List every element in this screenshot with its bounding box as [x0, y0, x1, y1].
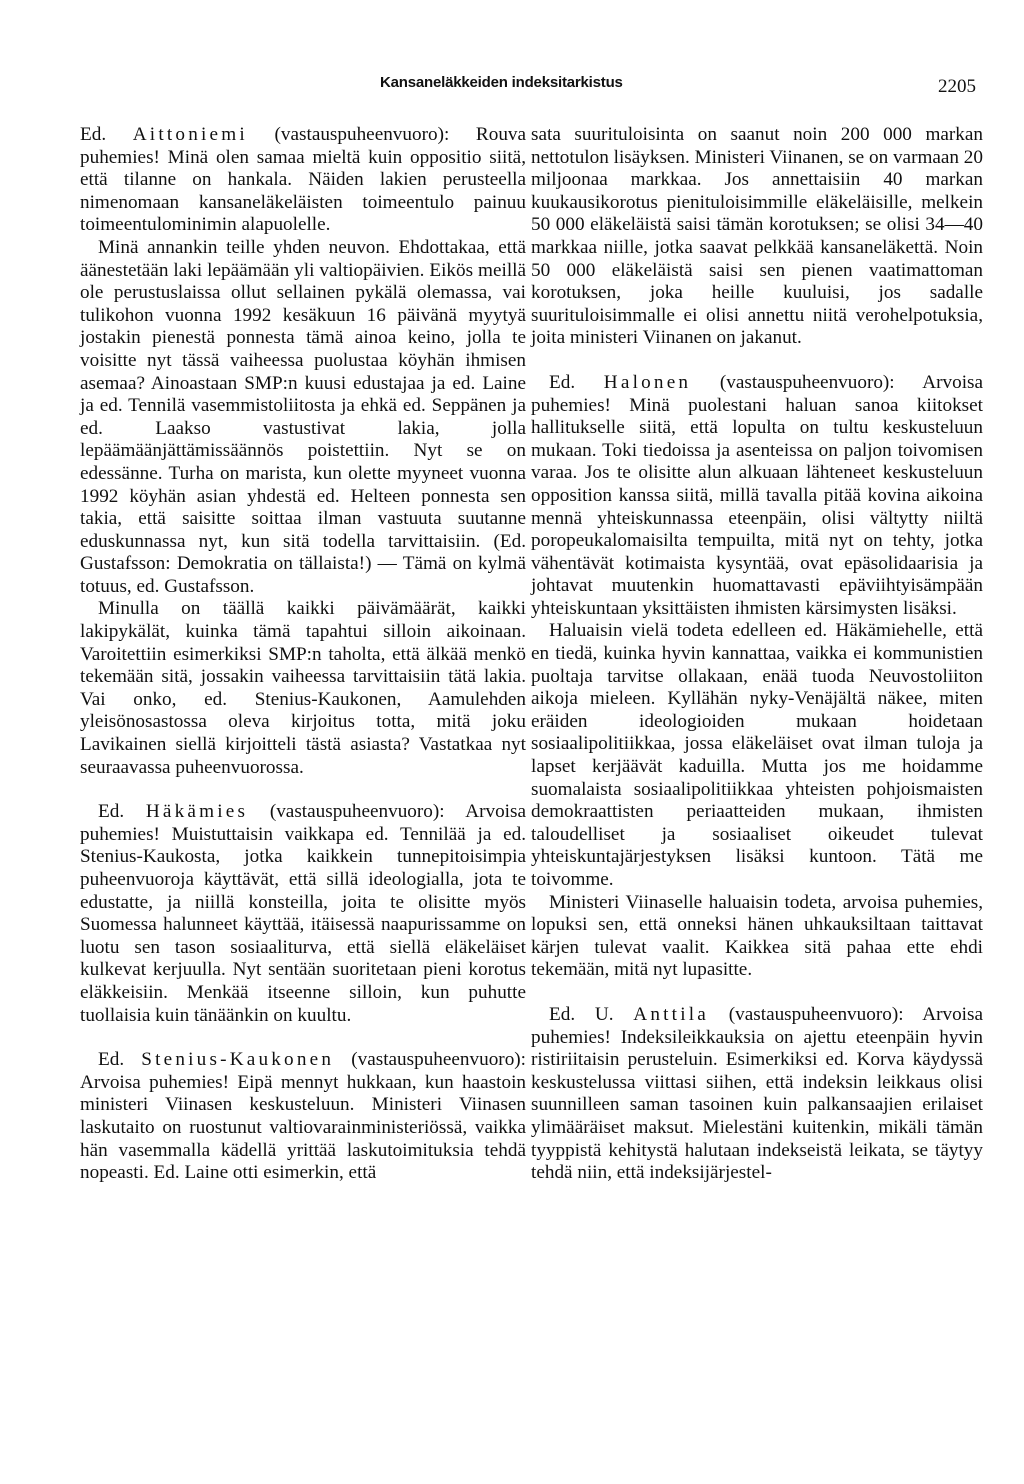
speech-anttila	[531, 1004, 983, 1185]
left-column	[80, 124, 526, 1185]
speech-aittoniemi	[80, 124, 526, 237]
speaker-role: (vastauspuheenvuoro):	[274, 124, 450, 145]
speaker-name: Anttila	[633, 1003, 709, 1025]
speech-text: Arvoisa puhemies! Indeksileikkauksia on ajettu eteenpäin hyvin ristiriitaisin perusteluin. Esimerkiksi ed. Korva käydyssä keskustelussa viittasi siihen, että indeksin leikkaus olisi suunnilleen saman tasoinen kuin palkansaajien erilaiset ylimääräiset maksut. Mielestäni kuitenkin, mikäli tämän tyyppistä kehitystä halutaan indekseistä leikata, se täytyy tehdä niin, että indeksijärjestel-	[531, 1003, 983, 1184]
speech-text: Arvoisa puhemies! Eipä mennyt hukkaan, kun haastoin ministeri Viinasen keskusteluun. Ministeri Viinasen laskutaito on ruostunut valtiovarainministeriössä, vaikka hän vasemmalla kädellä yrittää laskutoimituksia tehdä nopeasti. Ed. Laine otti esimerkin, että	[80, 1071, 526, 1184]
paragraph: Haluaisin vielä todeta edelleen ed. Häkämiehelle, että en tiedä, kuinka hyvin kannattaa, vaikka ei kommunistien puoltaja tarvitse ollakaan, enää tuoda Neuvostoliiton aikoja mieleen. Kyllähän nyky-Venäjältä näkee, miten eräiden ideologioiden mukaan hoidetaan sosiaalipolitiikkaa, jossa eläkeläiset ovat ilman tuloja ja lapset kerjäävät kaduilla. Mutta jos me hoidamme suomalaista sosiaalipolitiikkaa yhteisten pohjoismaisten demokraattisten periaatteiden mukaan, ihmisten taloudelliset ja sosiaaliset oikeudet tulevat yhteiskuntajärjestyksen lisäksi kuntoon. Tätä me toivomme.	[531, 620, 983, 890]
speaker-name: Häkämies	[145, 801, 249, 823]
speaker-prefix: Ed.	[549, 371, 576, 393]
paragraph: Minä annankin teille yhden neuvon. Ehdottakaa, että äänestetään laki lepäämään yli valtiopäivien. Eikös meillä ole perustuslaissa ollut sellainen pykälä olemassa, vai tulikohon vuonna 1992 kesäkuun 16 päivänä myytyä jostakin pienestä ponnesta tämä ainoa keino, jolla te voisitte nyt tässä vaiheessa puolustaa köyhän ihmisen asemaa? Ainoastaan SMP:n kuusi edustajaa ja ed. Laine ja ed. Tennilä vasemmistoliitosta ja ehkä ed. Seppänen ja ed. Laakso vastustivat lakia, jolla lepäämäänjättämissäännös poistettiin. Nyt se on edessänne. Turha on marista, kun olette myyneet vuonna 1992 köyhän asian yhdestä ed. Helteen ponnesta sen takia, että saisitte soittaa ilman vastuuta suutanne eduskunnassa nyt, kun sitä todella tarvittaisiin. (Ed. Gustafsson: Demokratia on tällaista!) — Tämä on kylmä totuus, ed. Gustafsson.	[80, 236, 526, 597]
speaker-role: (vastauspuheenvuoro):	[269, 801, 445, 823]
speech-text: Rouva puhemies! Minä olen samaa mieltä kuin oppositio siitä, että tilanne on hankala. Näiden lakien perusteella nimenomaan kansaneläkeläisten toimeentulo painuu toimeentulominimin alapuolelle.	[80, 124, 527, 236]
speech-stenius-kaukonen	[80, 1049, 526, 1185]
speech-text: Arvoisa puhemies! Muistuttaisin vaikkapa ed. Tennilää ja ed. Stenius-Kaukosta, jotka kaikkein tunnepitoisimpia puheenvuoroja käyttävät, että sillä ideologialla, jota te edustatte, ja niillä konsteilla, joita te olisitte myös Suomessa halunneet käyttää, itäisessä naapurissamme on luotu sen tason sosiaaliturva, että siellä eläkeläiset kulkevat kerjuulla. Nyt sentään suoritetaan pieni korotus eläkkeisiin. Menkää itseenne silloin, kun puhutte tuollaisia kuin tänäänkin on kuultu.	[80, 801, 526, 1026]
paragraph: Ministeri Viinaselle haluaisin todeta, arvoisa puhemies, lopuksi sen, että onneksi hänen uhkauksiltaan taittavat kärjen tulevat vaalit. Kaikkea sitä pahaa ette ehdi tekemään, mitä nyt lupasitte.	[531, 891, 983, 981]
running-head: Kansaneläkkeiden indeksitarkistus	[380, 74, 623, 91]
speaker-role: (vastauspuheenvuoro):	[351, 1049, 527, 1071]
speaker-role: (vastauspuheenvuoro):	[719, 371, 895, 393]
paragraph: Minulla on täällä kaikki päivämäärät, kaikki lakipykälät, kuinka tämä tapahtui silloin aikoinaan. Varoitettiin esimerkiksi SMP:n taholta, että älkää menkö tekemään sitä, jossakin vaiheessa tarvittaisiin tätä lakia. Vai onko, ed. Stenius-Kaukonen, Aamulehden yleisönosastossa oleva kirjoitus totta, mitä joku Lavikainen siellä kirjoitteli tästä asiasta? Vastatkaa nyt seuraavassa puheenvuorossa.	[80, 598, 526, 778]
speaker-prefix: Ed.	[80, 124, 107, 145]
speaker-name: Aittoniemi	[132, 124, 248, 145]
speaker-prefix: Ed. U.	[549, 1003, 614, 1025]
speaker-name: Stenius-Kaukonen	[141, 1049, 335, 1071]
speaker-prefix: Ed.	[98, 801, 125, 823]
speech-halonen	[531, 372, 983, 621]
page-number: 2205	[938, 76, 976, 97]
speech-text: Arvoisa puhemies! Minä puolestani haluan sanoa kiitokset hallitukselle siitä, että lopulta on tultu keskusteluun mukaan. Toki tiedoissa ja asenteissa on paljon toivomisen varaa. Jos te olisitte alun alkuaan lähteneet keskusteluun opposition kanssa siitä, millä tavalla pitää kovina aikoina mennä yhteiskunnassa eteenpäin, olisi vältytty niiltä poropeukalomaisilta tempuilta, mitä nyt on tehty, jotka vähentävät kotimaista kysyntää, ovat epäsolidaarisia ja johtavat muutenkin huomattavasti epäviihtyisämpään yhteiskuntaan yksittäisten ihmisten kärsimysten lisäksi.	[531, 371, 984, 619]
speech-hakamies	[80, 801, 526, 1027]
speaker-name: Halonen	[603, 371, 692, 393]
speaker-role: (vastauspuheenvuoro):	[728, 1003, 904, 1025]
paragraph-continued: sata suurituloisinta on saanut noin 200 000 markan nettotulon lisäyksen. Ministeri Viinanen, se on varmaan 20 miljoonaa markkaa. Jos annettaisiin 40 markan kuukausikorotus pienituloisimmille eläkeläisille, melkein 50 000 eläkeläistä saisi tämän korotuksen; se olisi 34—40 markkaa niille, jotka saavat pelkkää kansaneläkettä. Noin 50 000 eläkeläistä saisi sen pienen vaatimattoman korotuksen, joka heille kuuluisi, jos sadalle suurituloisimmalle ei olisi annettu niitä verohelpotuksia, joita ministeri Viinanen on jakanut.	[531, 124, 983, 349]
speaker-prefix: Ed.	[98, 1049, 125, 1071]
right-column	[531, 124, 983, 1185]
